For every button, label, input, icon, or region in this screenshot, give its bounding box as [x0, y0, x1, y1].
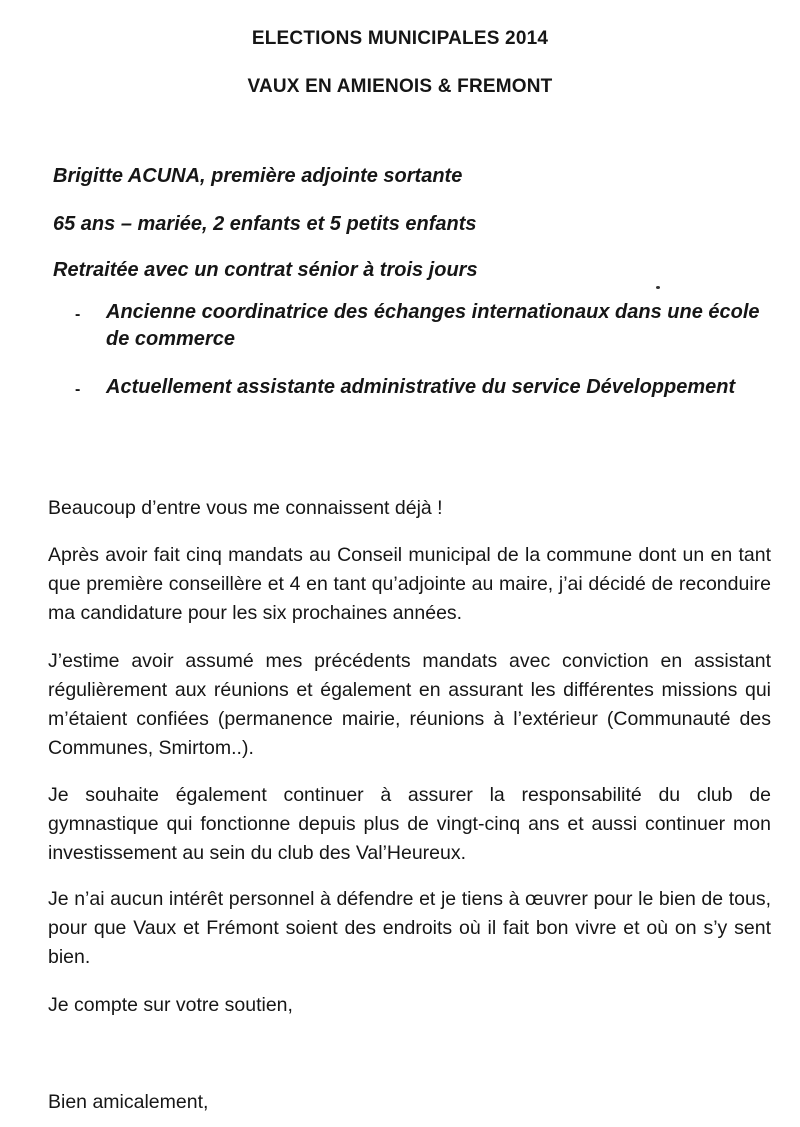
scan-speck [656, 286, 660, 289]
candidate-status-line: Retraitée avec un contrat sénior à trois jours [53, 259, 478, 281]
bullet-item: Ancienne coordinatrice des échanges internationaux dans une école de commerce [106, 301, 760, 350]
bullet-marker: - [75, 306, 81, 323]
bullet-item: Actuellement assistante administrative du service Développement [106, 376, 736, 398]
letter-paragraph: J’estime avoir assumé mes précédents mandats avec conviction en assistant régulièrement aux réunions et également en assurant les différentes missions qui m’étaient confiées (permanence mairie, réunions à l’extérieur (Communauté des Communes, Smirtom..). [48, 650, 771, 759]
candidate-name-line: Brigitte ACUNA, première adjointe sortante [53, 165, 463, 187]
document-title: ELECTIONS MUNICIPALES 2014 [251, 28, 549, 49]
letter-paragraph: Après avoir fait cinq mandats au Conseil municipal de la commune dont un en tant que première conseillère et 4 en tant qu’adjointe au maire, j’ai décidé de reconduire ma candidature pour les six prochaines années. [48, 544, 771, 624]
document-subtitle: VAUX EN AMIENOIS & FREMONT [247, 76, 553, 97]
letter-paragraph: Je n’ai aucun intérêt personnel à défendre et je tiens à œuvrer pour le bien de tous, pour que Vaux et Frémont soient des endroits où il fait bon vivre et où on s’y sent bien. [48, 888, 771, 968]
candidate-family-line: 65 ans – mariée, 2 enfants et 5 petits enfants [53, 213, 477, 235]
letter-paragraph: Je souhaite également continuer à assurer la responsabilité du club de gymnastique qui fonctionne depuis plus de vingt-cinq ans et aussi continuer mon investissement au sein du club des Val’Heureux. [48, 784, 771, 864]
letter-closing: Bien amicalement, [48, 1091, 209, 1113]
bullet-marker: - [75, 381, 81, 398]
letter-paragraph: Beaucoup d’entre vous me connaissent déjà ! [48, 497, 443, 519]
letter-paragraph: Je compte sur votre soutien, [48, 994, 293, 1016]
